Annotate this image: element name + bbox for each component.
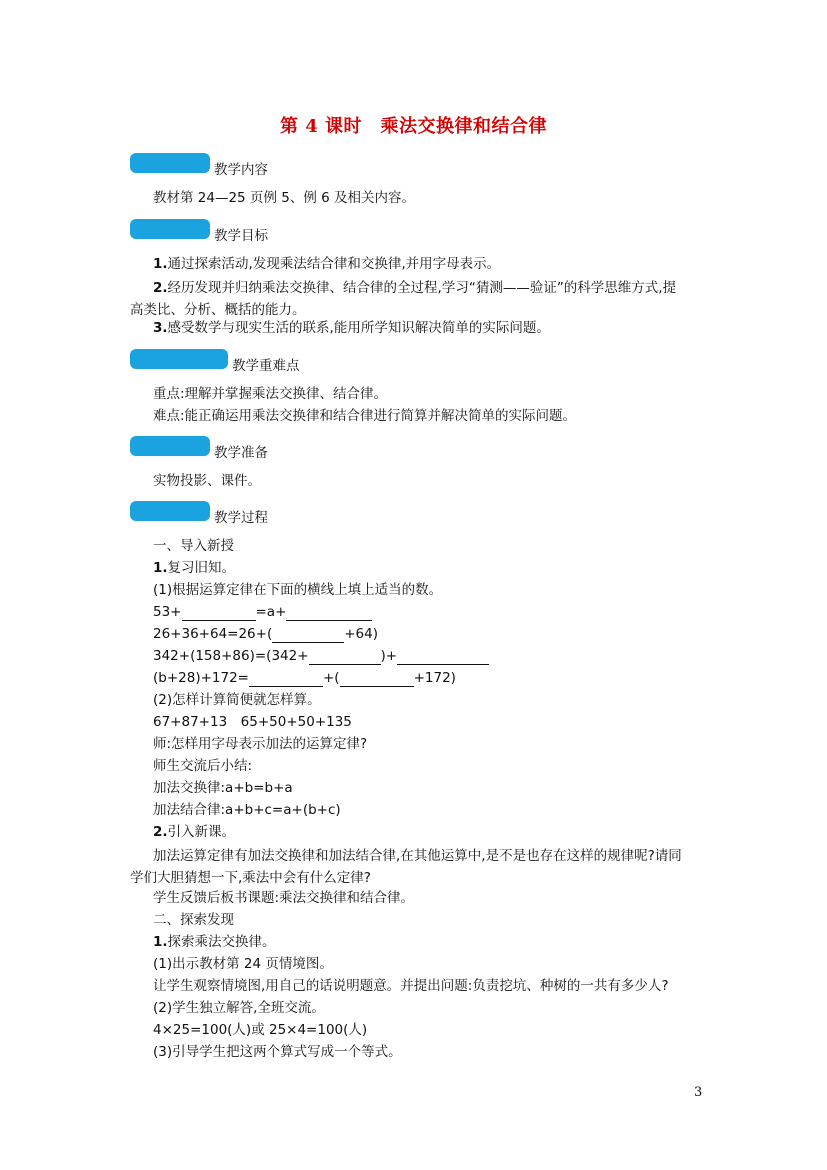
section-marker-goals	[130, 219, 210, 239]
process-write-equation: (3)引导学生把这两个算式写成一个等式。	[153, 1044, 402, 1060]
process-teacher-question: 师:怎样用字母表示加法的运算定律?	[153, 736, 368, 752]
goal-1-number: 1.	[153, 256, 168, 272]
section-heading-prep: 教学准备	[214, 445, 268, 461]
process-solve-share: (2)学生独立解答,全班交流。	[153, 1000, 325, 1016]
eq3-part-a: 342+(158+86)=(342+	[153, 648, 309, 664]
process-simplify-instruction: (2)怎样计算简便就怎样算。	[153, 692, 321, 708]
page-number: 3	[694, 1085, 703, 1100]
process-step-intro: 一、导入新授	[153, 538, 234, 554]
eq2-part-a: 26+36+64=26+(	[153, 626, 273, 642]
goal-2-number: 2.	[153, 280, 168, 296]
eq4-part-c: +172)	[413, 670, 456, 686]
process-review-text: 复习旧知。	[167, 560, 236, 576]
exercise-eq-4	[153, 669, 456, 687]
eq2-part-b: +64)	[344, 626, 378, 642]
section-heading-process: 教学过程	[214, 510, 268, 526]
section-marker-key-points	[130, 349, 228, 369]
exercise-eq-3	[153, 647, 489, 665]
exercise-eq-2	[153, 625, 378, 643]
process-explore-text: 探索乘法交换律。	[167, 934, 276, 950]
eq4-part-a: (b+28)+172=	[153, 670, 249, 686]
process-explore-number: 1.	[153, 934, 168, 950]
eq3-blank-2	[397, 649, 489, 665]
goal-1	[153, 255, 500, 273]
goal-3	[153, 319, 550, 337]
lesson-title: 第 4 课时 乘法交换律和结合律	[279, 116, 548, 137]
process-new-lesson	[153, 823, 235, 841]
goal-3-text: 感受数学与现实生活的联系,能用所学知识解决简单的实际问题。	[167, 320, 550, 336]
section-heading-goals: 教学目标	[214, 228, 268, 244]
key-difficulty: 难点:能正确运用乘法交换律和结合律进行简算并解决简单的实际问题。	[153, 408, 577, 424]
eq4-blank-1	[249, 671, 323, 687]
process-new-lesson-number: 2.	[153, 824, 168, 840]
eq3-blank-1	[309, 649, 381, 665]
section-heading-key-points: 教学重难点	[232, 358, 300, 374]
section-marker-process	[130, 501, 210, 521]
process-commutative-law: 加法交换律:a+b=b+a	[153, 780, 293, 796]
process-show-scene: (1)出示教材第 24 页情境图。	[153, 956, 333, 972]
section-marker-content	[130, 153, 210, 173]
goal-2-text: 经历发现并归纳乘法交换律、结合律的全过程,学习“猜测——验证”的科学思维方式,提高类比、分析、概括的能力。	[130, 280, 677, 318]
eq2-blank-1	[272, 627, 344, 643]
process-associative-law: 加法结合律:a+b+c=a+(b+c)	[153, 802, 341, 818]
eq4-part-b: +(	[322, 670, 340, 686]
eq1-part-a: 53+	[153, 604, 182, 620]
process-fill-instruction: (1)根据运算定律在下面的横线上填上适当的数。	[153, 582, 443, 598]
eq1-part-b: =a+	[255, 604, 287, 620]
goal-1-text: 通过探索活动,发现乘法结合律和交换律,并用字母表示。	[167, 256, 501, 272]
section-heading-content: 教学内容	[214, 162, 268, 178]
section-marker-prep	[130, 436, 210, 456]
prep-text: 实物投影、课件。	[153, 473, 261, 489]
process-board-title: 学生反馈后板书课题:乘法交换律和结合律。	[153, 890, 415, 906]
process-simplify-exercises: 67+87+13 65+50+50+135	[153, 714, 352, 730]
process-review-number: 1.	[153, 560, 168, 576]
eq3-part-b: )+	[380, 648, 398, 664]
process-solution: 4×25=100(人)或 25×4=100(人)	[153, 1022, 368, 1038]
process-review	[153, 559, 235, 577]
process-new-lesson-text: 引入新课。	[167, 824, 236, 840]
process-summary-intro: 师生交流后小结:	[153, 758, 253, 774]
exercise-eq-1	[153, 603, 372, 621]
goal-2	[130, 277, 683, 321]
eq1-blank-1	[182, 605, 256, 621]
process-observe-scene: 让学生观察情境图,用自己的话说明题意。并提出问题:负责挖坑、种树的一共有多少人?	[153, 978, 669, 994]
process-explore-commutative	[153, 933, 276, 951]
eq4-blank-2	[340, 671, 414, 687]
key-emphasis: 重点:理解并掌握乘法交换律、结合律。	[153, 386, 388, 402]
process-step-explore: 二、探索发现	[153, 912, 234, 928]
eq1-blank-2	[286, 605, 372, 621]
goal-3-number: 3.	[153, 320, 168, 336]
content-text: 教材第 24—25 页例 5、例 6 及相关内容。	[153, 190, 415, 206]
process-transition-paragraph: 加法运算定律有加法交换律和加法结合律,在其他运算中,是不是也存在这样的规律呢?请同学们大胆猜想一下,乘法中会有什么定律?	[130, 848, 682, 886]
